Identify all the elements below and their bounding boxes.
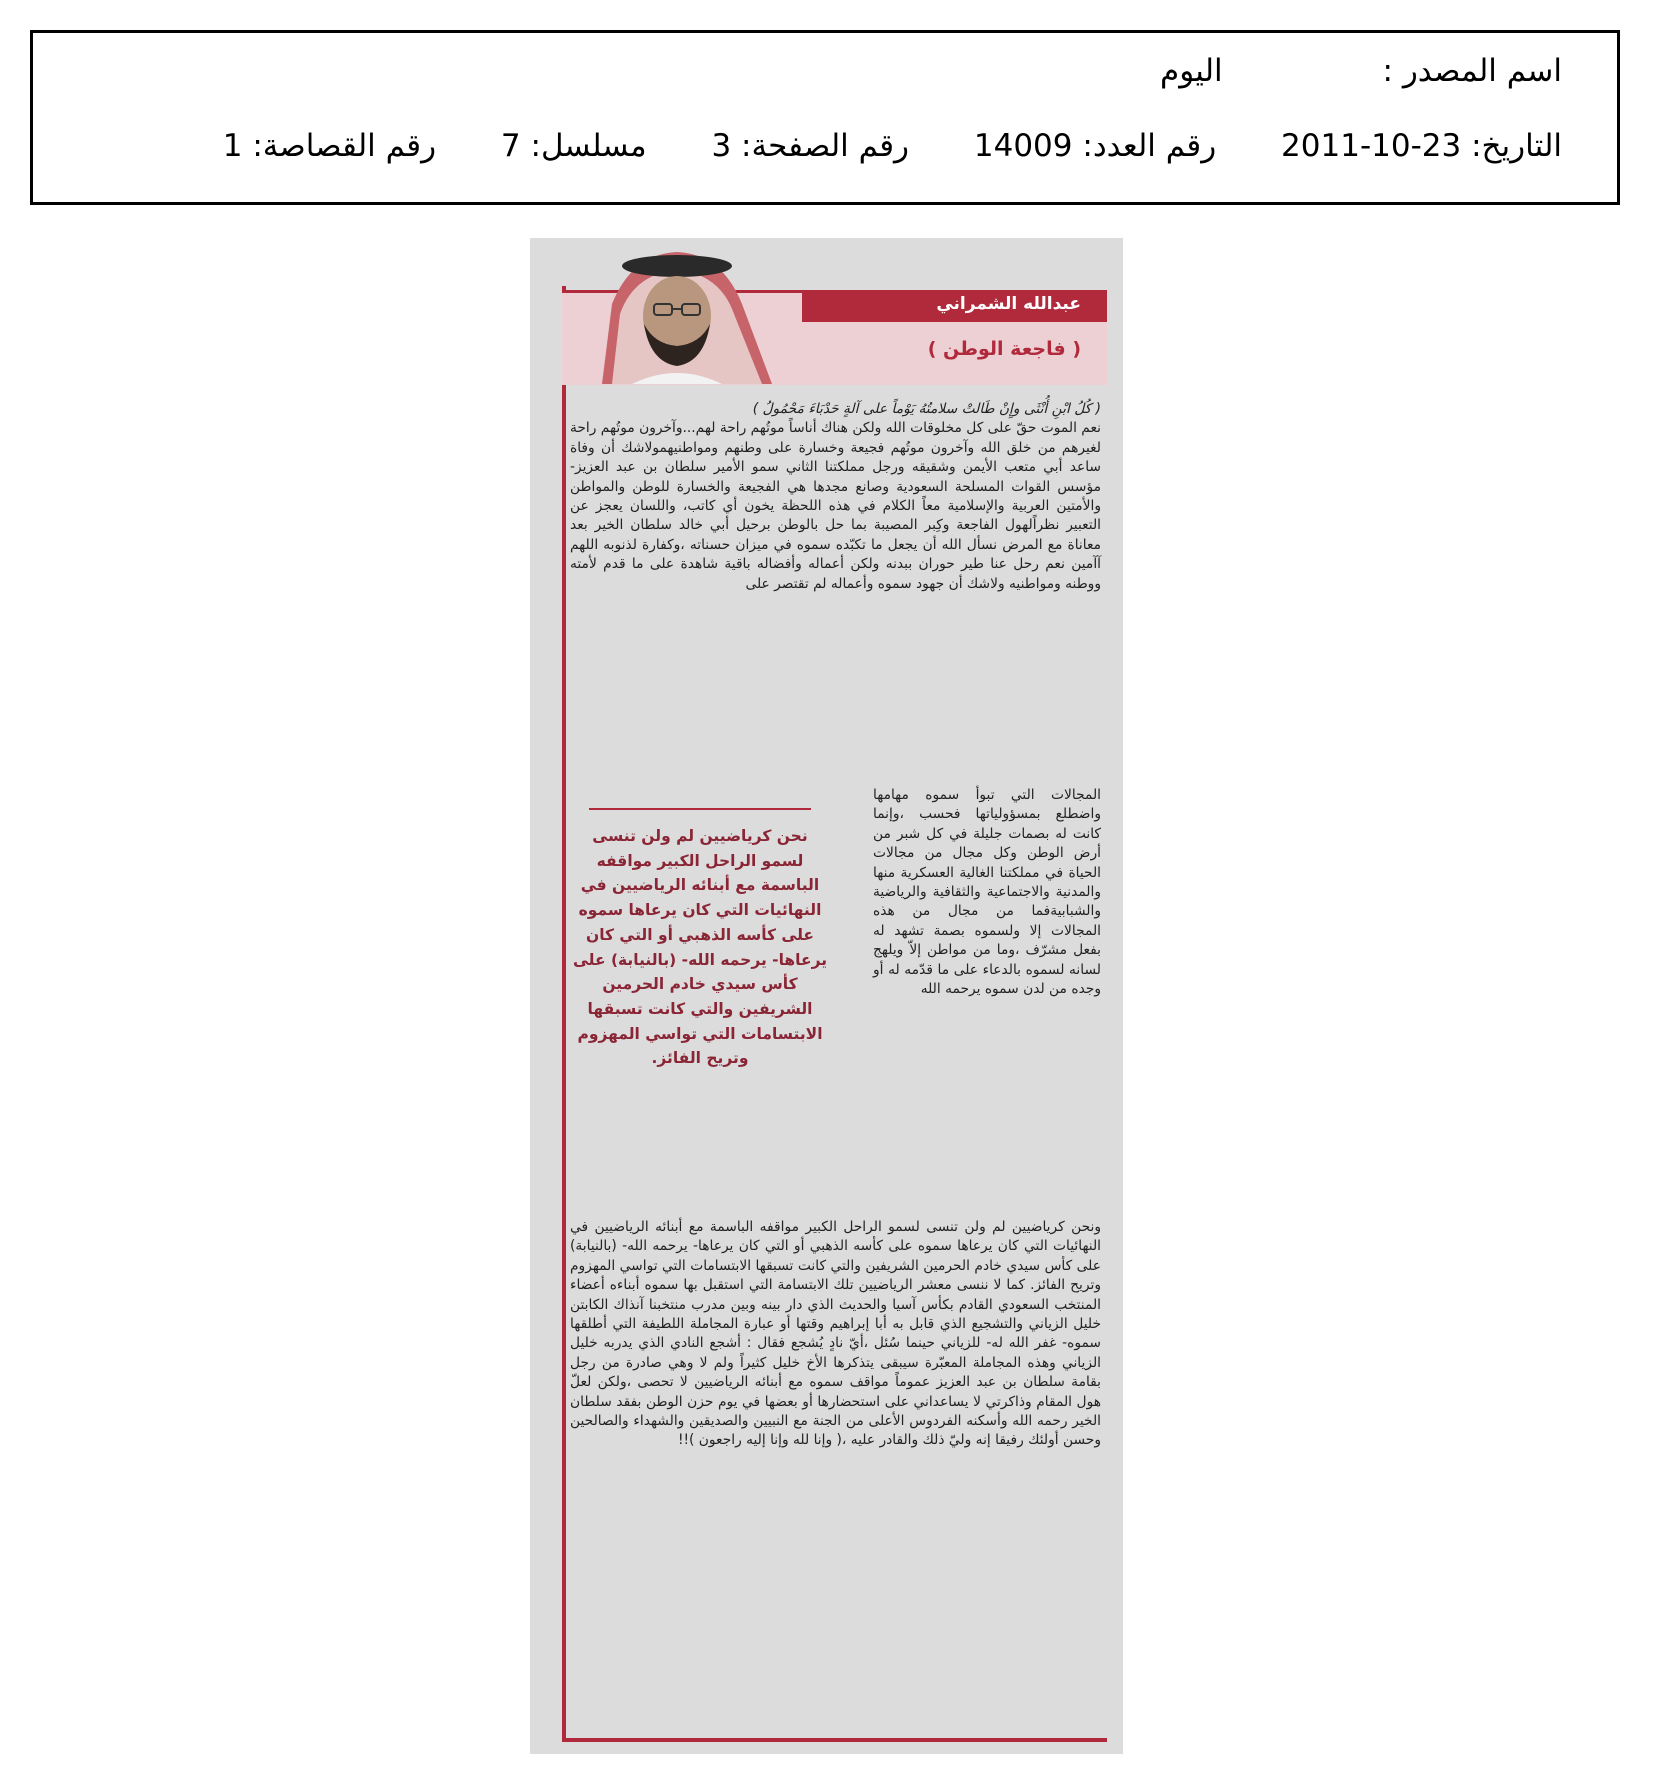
author-photo — [572, 244, 782, 384]
two-column-section — [570, 786, 1101, 1218]
pull-quote-box — [570, 786, 830, 1071]
issue-number: رقم العدد: 14009 — [973, 128, 1217, 164]
opening-verse: ( كُلُ ابْنِ أُنْثَى وإِنْ طَالتْ سلامتُهُ يَوْماً على آلةٍ حَدْبَاءَ مَحْمُولُ ) — [752, 401, 1101, 417]
source-row — [1160, 53, 1562, 89]
newspaper-clipping — [530, 238, 1123, 1754]
article-title: ( فاجعة الوطن ) — [927, 338, 1081, 360]
date-field: التاريخ: 23-10-2011 — [1281, 128, 1562, 164]
paragraph-2: ونحن كرياضيين لم ولن تنسى لسمو الراحل الكبير مواقفه الباسمة مع أبنائه الرياضيين في النهائيات التي كان يرعاها سموه على كأسه الذهبي أو التي كان يرعاها- يرحمه الله- (بالنيابة) على كأس سيدي خادم الحرمين الشريفين والتي كانت تسبقها الابتسامات التي تواسي المهزوم وتريح الفائز. كما لا ننسى معشر الرياضيين تلك الابتسامة التي استقبل بها سموه أبناءه أعضاء المنتخب السعودي القادم بكأس آسيا والحديث الذي دار بينه وبين مدرب منتخبنا آنذاك الكابتن خليل الزياني والتشجيع الذي قابل به أبا إبراهيم وقتها أو عبارة المجاملة اللطيفة التي أطلقها سموه- غفر الله له- للزياني حينما سُئل ،أيّ نادٍ يُشجع فقال : أشجع النادي الذي يدربه خليل الزياني وهذه المجاملة المعبّرة سيبقى يتذكرها الأخ خليل كثيراً ولم لا وهي صادرة من رجل بقامة سلطان بن عبد العزيز عموماً مواقف سموه مع أبنائه الرياضيين لا تحصى ،ولكن لعلّ هول المقام وذاكرتي لا يساعداني على استحضارها أو بعضها في يوم حزن الوطن بفقد سلطان الخير رحمه الله وأسكنه الفردوس الأعلى من الجنة مع النبيين والصديقين والشهداء والصالحين وحسن أولئك رفيقا إنه وليّ ذلك والقادر عليه ،( وإنا لله وإنا إليه راجعون )!! — [570, 1219, 1101, 1449]
column-text: المجالات التي تبوأ سموه مهامها واضطلع بمسؤولياتها فحسب ،وإنما كانت له بصمات جليلة في كل شبر من أرض الوطن وكل مجال من مجالات الحياة في مملكتنا الغالية العسكرية منها والمدنية والاجتماعية والثقافية والرياضية والشبابيةفما من مجال من هذه المجالات إلا ولسموه بصمة تشهد له بفعل مشرّف ،وما من مواطن إلاّ ويلهج لسانه لسموه بالدعاء على ما قدّمه له أو وجده من لدن سموه يرحمه الله — [873, 787, 1101, 998]
pull-quote-rule — [589, 808, 811, 810]
source-label: اسم المصدر : — [1382, 53, 1562, 89]
page-number: رقم الصفحة: 3 — [711, 128, 910, 164]
article-body-top — [570, 400, 1101, 594]
author-name: عبدالله الشمراني — [936, 294, 1081, 314]
source-metadata-box — [30, 30, 1620, 205]
source-value: اليوم — [1160, 53, 1223, 89]
details-row — [223, 128, 1562, 164]
paragraph-1: نعم الموت حقّ على كل مخلوقات الله ولكن هناك أناساً موتُهم راحة لهم...وآخرون موتُهم راحة لغيرهم من خلق الله وآخرون موتُهم فجيعة وخسارة على وطنهم ومواطنيهمولاشك أن وفاة ساعد أبي متعب الأيمن وشقيقه ورجل مملكتنا الثاني سمو الأمير سلطان بن عبد العزيز- مؤسس القوات المسلحة السعودية وصانع مجدها هي الفجيعة والخسارة للوطن والمواطن والأمتين العربية والإسلامية معاً الكلام في هذه اللحظة يخون أي كاتب، واللسان يعجز عن التعبير نظراًلهول الفاجعة وكِبر المصيبة بما حل بالوطن برحيل أبي خالد سلطان الخير بعد معاناة مع المرض نسأل الله أن يجعل ما تكبّده سموه في ميزان حسناته ،وكفارة لذنوبه اللهم آآمين نعم رحل عنا طير حوران ببدنه ولكن أعماله وأفضاله باقية شاهدة على ما قدم لأمته ووطنه ومواطنيه ولاشك أن جهود سموه وأعماله لم تقتصر على — [570, 420, 1101, 592]
pull-quote: نحن كرياضيين لم ولن تنسى لسمو الراحل الكبير مواقفه الباسمة مع أبنائه الرياضيين في النهائيات التي كان يرعاها سموه على كأسه الذهبي أو التي كان يرعاها- يرحمه الله- (بالنيابة) على كأس سيدي خادم الحرمين الشريفين والتي كانت تسبقها الابتسامات التي تواسي المهزوم وتريح الفائز. — [572, 827, 828, 1068]
clip-number: رقم القصاصة: 1 — [222, 128, 437, 164]
serial-number: مسلسل: 7 — [500, 128, 647, 164]
